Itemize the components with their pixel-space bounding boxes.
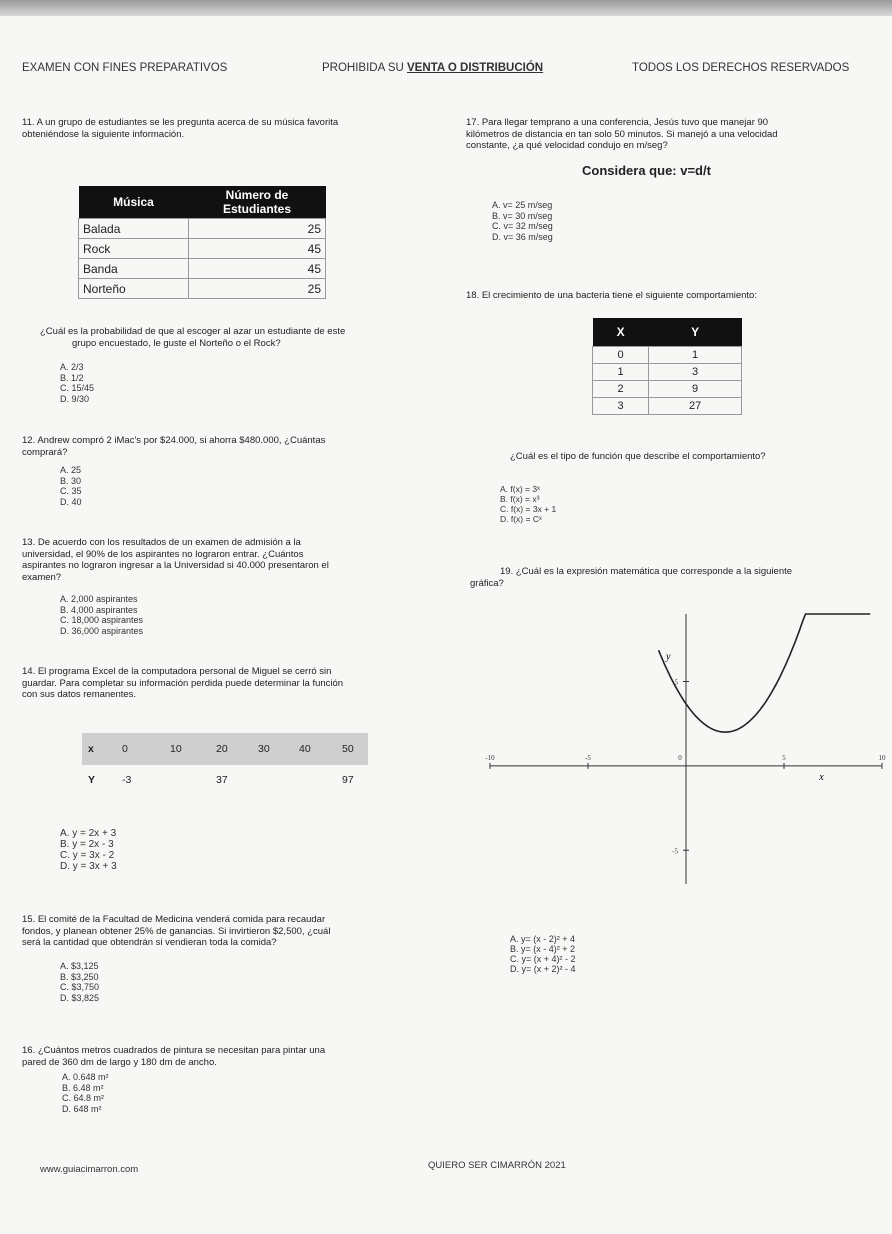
option-c[interactable]: C. f(x) = 3x + 1	[500, 504, 557, 514]
y-header: Y	[649, 318, 742, 346]
q16-options	[62, 1072, 109, 1114]
y-tick-label: 5	[674, 678, 678, 687]
option-a[interactable]: A. 2/3	[60, 362, 84, 372]
q18-text: 18. El crecimiento de una bacteria tiene el siguiente comportamiento:	[466, 290, 757, 301]
x-tick-label: -5	[585, 753, 591, 762]
q14-options	[60, 828, 117, 872]
option-d[interactable]: D. y= (x + 2)² - 4	[510, 964, 576, 974]
table-row: 1 3	[593, 363, 742, 380]
q17-options	[492, 200, 553, 242]
option-a[interactable]: A. y= (x - 2)² + 4	[510, 934, 576, 944]
option-d[interactable]: D. 40	[60, 496, 82, 507]
header-right: TODOS LOS DERECHOS RESERVADOS	[632, 62, 850, 74]
option-a[interactable]: A. f(x) = 3ˣ	[500, 484, 540, 494]
excel-y-label: Y	[88, 774, 96, 786]
x-tick-label: 10	[878, 753, 886, 762]
students-header: Número de Estudiantes	[189, 186, 326, 219]
option-d[interactable]: D. f(x) = Cˣ	[500, 514, 542, 524]
option-c[interactable]: C. y= (x + 4)² - 2	[510, 954, 576, 964]
option-d[interactable]: D. 648 m²	[62, 1103, 102, 1114]
option-c[interactable]: C. 64.8 m²	[62, 1093, 105, 1103]
option-d[interactable]: D. v= 36 m/seg	[492, 231, 553, 242]
parabola-curve	[659, 614, 871, 732]
option-c[interactable]: C. $3,750	[60, 982, 100, 992]
option-a[interactable]: A. v= 25 m/seg	[492, 200, 553, 210]
x-tick-label: 0	[678, 753, 682, 762]
option-c[interactable]: C. y = 3x - 2	[60, 850, 115, 861]
q16-text: 16. ¿Cuántos metros cuadrados de pintura se necesitan para pintar una pared de 360 dm de largo y 180 dm de ancho.	[22, 1045, 326, 1068]
table-row: Balada 25	[79, 219, 326, 239]
q15-text: 15. El comité de la Facultad de Medicina venderá comida para recaudar fondos, y planean obtener 25% de ganancias. Si invirtieron $2,500, ¿cuál será la cantidad que obtendrán si vendieran toda la comida?	[22, 914, 331, 948]
option-b[interactable]: B. 30	[60, 475, 82, 486]
excel-x-cell: 40	[299, 743, 311, 755]
q13-options	[60, 594, 143, 636]
q15-options	[60, 961, 99, 1003]
q19-options	[510, 934, 576, 974]
excel-y-cell: 97	[342, 774, 354, 786]
parabola-graph	[478, 606, 888, 888]
option-a[interactable]: A. 2,000 aspirantes	[60, 594, 138, 604]
option-d[interactable]: D. 36,000 aspirantes	[60, 625, 144, 636]
scan-top-band	[0, 0, 892, 16]
option-b[interactable]: B. 1/2	[60, 372, 84, 383]
option-b[interactable]: B. y = 2x - 3	[60, 839, 114, 850]
option-c[interactable]: C. 18,000 aspirantes	[60, 615, 144, 625]
excel-x-cell: 0	[122, 743, 128, 755]
q13-text: 13. De acuerdo con los resultados de un examen de admisión a la universidad, el 90% de los aspirantes no lograron entrar. ¿Cuántos aspirantes no lograron ingresar a la Universidad si 40.000 presentaron el examen?	[22, 537, 329, 583]
table-row: Norteño 25	[79, 279, 326, 299]
option-d[interactable]: D. 9/30	[60, 393, 90, 404]
option-b[interactable]: B. y= (x - 4)² + 2	[510, 944, 576, 954]
q12-options	[60, 465, 82, 507]
option-b[interactable]: B. f(x) = x³	[500, 494, 540, 504]
bacteria-table	[592, 318, 742, 415]
excel-y-cell: 37	[216, 774, 228, 786]
y-axis-label: y	[666, 651, 671, 663]
option-a[interactable]: A. y = 2x + 3	[60, 828, 117, 839]
graph-axes	[490, 614, 882, 884]
x-tick-label: -10	[485, 753, 495, 762]
option-c[interactable]: C. 35	[60, 486, 82, 496]
x-tick-label: 5	[782, 753, 786, 762]
table-row: 0 1	[593, 346, 742, 363]
q18-options	[500, 484, 556, 524]
excel-x-cell: 10	[170, 743, 182, 755]
option-a[interactable]: A. 0.648 m²	[62, 1072, 109, 1082]
excel-x-cell: 50	[342, 743, 354, 755]
option-d[interactable]: D. y = 3x + 3	[60, 861, 117, 872]
q19-text: 19. ¿Cuál es la expresión matemática que corresponde a la siguiente gráfica?	[470, 566, 793, 589]
option-b[interactable]: B. $3,250	[60, 971, 99, 982]
footer-url[interactable]: www.guiacimarron.com	[40, 1164, 139, 1175]
q18-question: ¿Cuál es el tipo de función que describe el comportamiento?	[510, 451, 766, 462]
q17-consider: Considera que: v=d/t	[582, 163, 711, 178]
option-b[interactable]: B. 4,000 aspirantes	[60, 604, 138, 615]
q11-options	[60, 362, 94, 404]
q12-text: 12. Andrew compró 2 iMac's por $24.000, si ahorra $480.000, ¿Cuántas comprará?	[22, 435, 326, 458]
music-table	[78, 186, 326, 299]
q11-question: ¿Cuál es la probabilidad de que al escoger al azar un estudiante de este grupo encuestado, le guste el Norteño o el Rock?	[40, 326, 346, 349]
option-c[interactable]: C. 15/45	[60, 383, 95, 393]
option-c[interactable]: C. v= 32 m/seg	[492, 221, 553, 231]
header-left: EXAMEN CON FINES PREPARATIVOS	[22, 62, 228, 74]
x-axis-label: x	[819, 771, 824, 783]
excel-x-label: x	[88, 743, 94, 755]
excel-y-cell: -3	[122, 774, 132, 786]
table-row: Banda 45	[79, 259, 326, 279]
excel-table	[82, 733, 368, 789]
q17-text: 17. Para llegar temprano a una conferencia, Jesús tuvo que manejar 90 kilómetros de distancia en tan solo 50 minutos. Si manejó a una velocidad constante, ¿a qué velocidad condujo en m/seg?	[466, 117, 778, 151]
option-b[interactable]: B. v= 30 m/seg	[492, 210, 553, 221]
option-b[interactable]: B. 6.48 m²	[62, 1082, 104, 1093]
table-row: 3 27	[593, 397, 742, 414]
music-header: Música	[79, 186, 189, 219]
option-a[interactable]: A. $3,125	[60, 961, 99, 971]
footer-center: QUIERO SER CIMARRÓN 2021	[428, 1160, 566, 1171]
table-row: Rock 45	[79, 239, 326, 259]
header-center: PROHIBIDA SU VENTA O DISTRIBUCIÓN	[322, 62, 544, 74]
y-tick-label: -5	[672, 847, 678, 856]
q14-text: 14. El programa Excel de la computadora personal de Miguel se cerró sin guardar. Para completar su información perdida puede determinar la función con sus datos remanentes.	[22, 666, 344, 700]
q11-text: 11. A un grupo de estudiantes se les pregunta acerca de su música favorita obteniéndose la siguiente información.	[22, 117, 339, 140]
excel-x-cell: 30	[258, 743, 270, 755]
excel-x-cell: 20	[216, 743, 228, 755]
option-a[interactable]: A. 25	[60, 465, 82, 475]
x-header: X	[593, 318, 649, 346]
table-row: 2 9	[593, 380, 742, 397]
option-d[interactable]: D. $3,825	[60, 992, 100, 1003]
